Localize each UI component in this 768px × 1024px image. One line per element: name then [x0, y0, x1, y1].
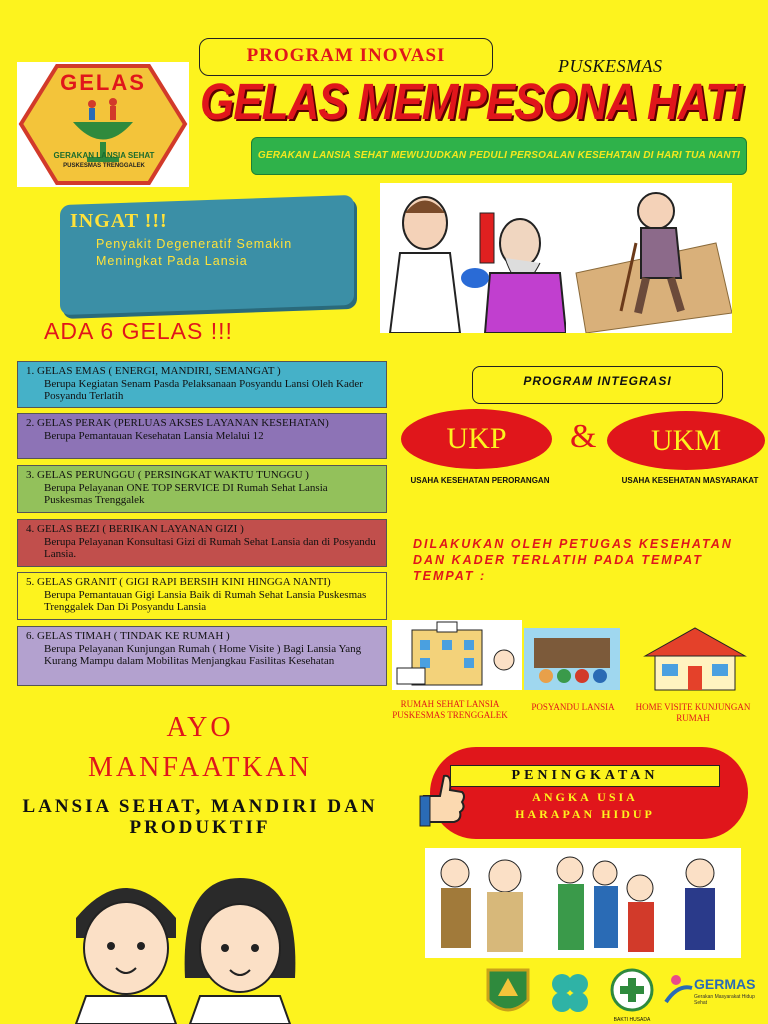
gelas-item-desc: Berupa Pelayanan Konsultasi Gizi di Rumah Sehat Lansia dan di Posyandu Lansia. — [44, 535, 376, 560]
gelas-item-title: 4. GELAS BEZI ( BERIKAN LAYANAN GIZI ) — [26, 523, 244, 535]
logo-title: GELAS — [60, 70, 146, 95]
elderly-group-illustration — [425, 848, 741, 958]
gelas-item-timah — [17, 626, 387, 686]
dilakukan-oleh-text: DILAKUKAN OLEH PETUGAS KESEHATAN DAN KADER TERLATIH PADA TEMPAT TEMPAT : — [413, 537, 733, 583]
ukm-ellipse: UKM — [607, 411, 765, 470]
elderly-walking-illustration — [566, 183, 732, 333]
gelas-item-bezi — [17, 519, 387, 567]
ingat-body: Penyakit Degeneratif Semakin Meningkat Pada Lansia — [96, 237, 293, 268]
germas-sublabel: Gerakan Masyarakat Hidup Sehat — [694, 994, 755, 1006]
manfaatkan-line: MANFAATKAN — [88, 752, 312, 783]
gelas-item-perunggu — [17, 465, 387, 513]
ukp-description: USAHA KESEHATAN PERORANGAN — [410, 476, 550, 485]
gelas-item-desc: Berupa Pelayanan ONE TOP SERVICE DI Rumah Sehat Lansia Puskesmas Trenggalek — [44, 481, 328, 506]
puskesmas-label: PUSKESMAS — [558, 56, 663, 76]
place-label-rumah-sehat: RUMAH SEHAT LANSIA PUSKESMAS TRENGGALEK — [392, 699, 508, 720]
female-nurse-illustration — [180, 868, 300, 1024]
ayo-manfaatkan-heading — [20, 708, 380, 788]
place-label-home-visite: HOME VISITE KUNJUNGAN RUMAH — [635, 702, 751, 723]
ampersand: & — [570, 418, 597, 455]
lansia-slogan: LANSIA SEHAT, MANDIRI DAN PRODUKTIF — [22, 796, 378, 838]
ayo-line: AYO — [166, 712, 234, 743]
program-integrasi-title: PROGRAM INTEGRASI — [472, 366, 723, 404]
kemenkes-logo-icon — [544, 968, 596, 1018]
house-icon — [640, 626, 750, 692]
logo-puskesmas: PUSKESMAS TRENGGALEK — [63, 163, 145, 169]
gelas-item-desc: Berupa Kegiatan Senam Pasda Pelaksanaan Posyandu Lansi Oleh Kader Posyandu Terlatih — [44, 377, 363, 402]
gelas-item-emas — [17, 361, 387, 408]
gelas-item-desc: Berupa Pemantauan Gigi Lansia Baik di Rumah Sehat Lansia Puskesmas Trenggalek Dan Di Posyandu Lansia — [44, 588, 367, 613]
ukm-description: USAHA KESEHATAN MASYARAKAT — [621, 476, 759, 485]
gelas-item-perak — [17, 413, 387, 459]
hospital-building-icon — [392, 620, 522, 690]
place-label-posyandu: POSYANDU LANSIA — [531, 702, 615, 712]
trenggalek-regency-emblem — [484, 966, 532, 1020]
ada-6-gelas-heading: ADA 6 GELAS !!! — [44, 318, 233, 344]
peningkatan-line1: ANGKA USIA — [532, 790, 638, 804]
gelas-item-desc: Berupa Pemantauan Kesehatan Lansia Melalui 12 — [44, 429, 264, 442]
peningkatan-title: PENINGKATAN — [450, 765, 720, 787]
doctor-checkup-illustration — [380, 183, 566, 333]
peningkatan-line2: HARAPAN HIDUP — [515, 807, 655, 821]
gelas-item-title: 3. GELAS PERUNGGU ( PERSINGKAT WAKTU TUNGGU ) — [26, 469, 309, 481]
bakti-husada-logo — [608, 968, 656, 1023]
male-nurse-illustration — [66, 868, 186, 1024]
gelas-item-title: 6. GELAS TIMAH ( TINDAK KE RUMAH ) — [26, 630, 230, 642]
gelas-item-granit — [17, 572, 387, 620]
gelas-item-title: 2. GELAS PERAK (PERLUAS AKSES LAYANAN KESEHATAN) — [26, 417, 329, 429]
germas-logo — [664, 970, 760, 1016]
program-inovasi-label: PROGRAM INOVASI — [199, 38, 493, 76]
posyandu-illustration — [524, 628, 620, 690]
germas-figure-icon — [664, 974, 694, 1004]
germas-label: GERMAS — [694, 976, 756, 992]
peningkatan-subtitle — [450, 789, 720, 823]
logo-subtitle: GERAKAN LANSIA SEHAT — [53, 151, 155, 160]
ingat-title: INGAT !!! — [70, 210, 168, 232]
gelas-item-desc: Berupa Pelayanan Kunjungan Rumah ( Home Visite ) Bagi Lansia Yang Kurang Mampu dalam Mobilitas Menjangkau Fasilitas Kesehatan — [44, 642, 362, 667]
ukp-ellipse: UKP — [401, 409, 552, 469]
main-title: GELAS MEMPESONA HATI — [200, 74, 743, 131]
gelas-item-title: 1. GELAS EMAS ( ENERGI, MANDIRI, SEMANGAT ) — [26, 365, 281, 377]
tagline-banner: GERAKAN LANSIA SEHAT MEWUJUDKAN PEDULI PERSOALAN KESEHATAN DI HARI TUA NANTI — [251, 137, 747, 175]
bakti-husada-label: BAKTI HUSADA — [613, 1017, 651, 1023]
gelas-item-title: 5. GELAS GRANIT ( GIGI RAPI BERSIH KINI HINGGA NANTI) — [26, 576, 331, 588]
